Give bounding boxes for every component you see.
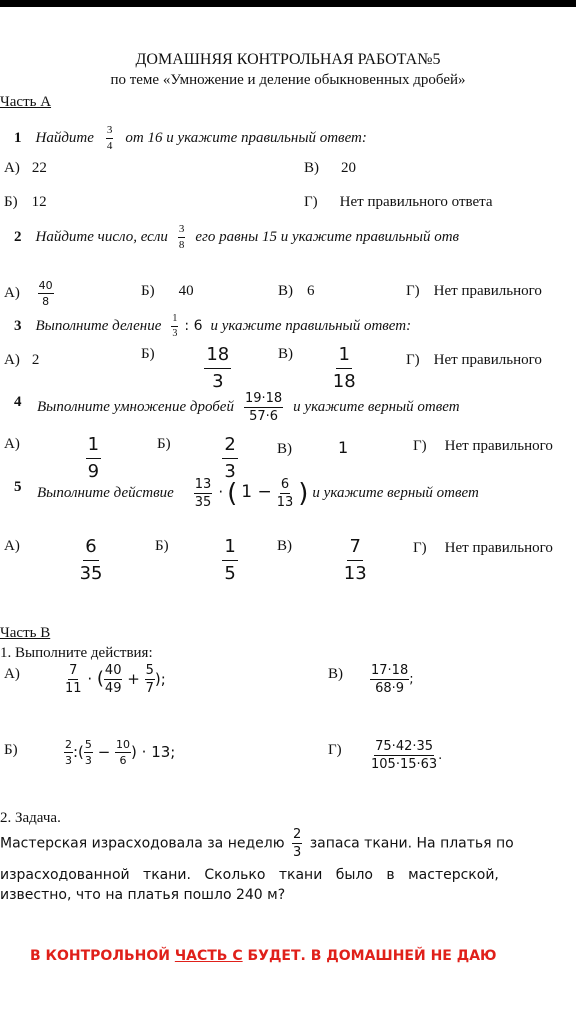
part-a-heading: Часть А xyxy=(0,94,52,110)
fraction: $\frac{18}{3}$ xyxy=(206,344,230,392)
question-text: и укажите верный ответ xyxy=(312,485,479,502)
question-text: Найдите число, если xyxy=(35,229,168,246)
question-text: и укажите правильный ответ: xyxy=(210,318,412,335)
question-5: Выполните действие $\frac{13}{35}$ · ( 1 − $\frac{6}{13}$ ) и укажите верный ответ xyxy=(37,477,479,510)
answer-b: Б) 12 xyxy=(4,194,47,210)
answer-g: Г) Нет правильного xyxy=(413,540,553,556)
fraction: $\frac{13}{35}$ xyxy=(194,477,212,510)
fraction: $\frac{7}{13}$ xyxy=(343,536,367,584)
question-text: его равны 15 и укажите правильный отв xyxy=(195,229,460,246)
question-text: Выполните умножение дробей xyxy=(37,399,234,416)
fraction: $\frac{2}{3}$ xyxy=(224,434,236,482)
question-3 xyxy=(14,314,411,339)
page-subtitle: по теме «Умножение и деление обыкновенных дробей» xyxy=(110,72,466,88)
answer-b: Б) $\frac{18}{3}$ xyxy=(141,344,230,392)
question-4 xyxy=(37,392,460,423)
question-number: 1 xyxy=(14,130,22,147)
fraction: $\frac{1}{5}$ xyxy=(224,536,236,584)
answer-v: В) 6 xyxy=(278,283,315,299)
answer-a: А) $\frac{6}{35}$ xyxy=(4,536,103,584)
answer-b: Б) 40 xyxy=(141,283,194,299)
answer-a: А) 2 xyxy=(4,352,40,368)
answer-g: Г) Нет правильного xyxy=(413,438,553,454)
fraction: $\frac{6}{35}$ xyxy=(79,536,103,584)
task-1-label: 1. Выполните действия: xyxy=(0,645,153,661)
task-2-label: 2. Задача. xyxy=(0,810,61,826)
operator: : 6 xyxy=(184,318,203,335)
question-text: Выполните деление xyxy=(35,318,162,335)
fraction: $\frac{1}{18}$ xyxy=(332,344,356,392)
top-black-bar xyxy=(0,0,576,7)
expr-b-label: Б) xyxy=(4,742,18,758)
question-1 xyxy=(14,125,367,152)
fraction: $\frac{3}{8}$ xyxy=(178,223,185,251)
answer-g: Г) Нет правильного xyxy=(406,283,542,299)
expr-v-label: В) xyxy=(328,666,343,682)
expression-g: $\frac{75\cdot 42\cdot 35}{105\cdot 15\cdot 63}$ . xyxy=(371,739,443,772)
expr-a-label: А) xyxy=(4,666,20,682)
fraction: $\frac{1}{3}$ xyxy=(172,313,178,339)
answer-g: Г) Нет правильного ответа xyxy=(304,194,493,210)
fraction: $\frac{3}{4}$ xyxy=(106,124,113,152)
answer-b: Б) $\frac{2}{3}$ xyxy=(157,434,236,482)
problem-line-1: Мастерская израсходовала за неделю $\frac{2}{3}$ запаса ткани. На платья по xyxy=(0,827,514,860)
question-number: 3 xyxy=(14,318,22,335)
question-text: и укажите верный ответ xyxy=(293,399,460,416)
expr-g-label: Г) xyxy=(328,742,342,758)
question-number: 4 xyxy=(14,394,22,410)
fraction: $\frac{19\cdot 18}{57\cdot 6}$ xyxy=(244,391,283,424)
expression-a: $\frac{7}{11}$ · ( $\frac{40}{49}$ + $\frac{5}{7}$ ); xyxy=(65,663,166,696)
problem-line-2: израсходованной ткани. Сколько ткани было в мастерской, xyxy=(0,867,499,883)
page-title: ДОМАШНЯЯ КОНТРОЛЬНАЯ РАБОТА№5 xyxy=(135,51,441,68)
question-2 xyxy=(14,224,459,251)
answer-a: А) $\frac{1}{9}$ xyxy=(4,434,100,482)
answer-v: В) 1 xyxy=(277,438,349,457)
answer-a: А) 22 xyxy=(4,160,47,176)
question-number: 5 xyxy=(14,479,22,495)
expression-v: $\frac{17\cdot 18}{68\cdot 9}$ ; xyxy=(371,663,414,696)
answer-v: В) $\frac{1}{18}$ xyxy=(278,344,356,392)
fraction: $\frac{6}{13}$ xyxy=(276,477,294,510)
problem-line-3: известно, что на платья пошло 240 м? xyxy=(0,887,286,903)
question-number: 2 xyxy=(14,229,22,246)
fraction: $\frac{1}{9}$ xyxy=(87,434,100,482)
expression-b: $\frac{2}{3}$ :( $\frac{5}{3}$ − $\frac{10}{6}$ ) · 13; xyxy=(65,738,176,767)
answer-a: А) $\frac{40}{8}$ xyxy=(4,279,53,308)
red-notice: В КОНТРОЛЬНОЙ ЧАСТЬ С БУДЕТ. В ДОМАШНЕЙ НЕ ДАЮ xyxy=(30,948,497,964)
answer-g: Г) Нет правильного xyxy=(406,352,542,368)
part-b-heading: Часть В xyxy=(0,625,51,641)
question-text: Выполните действие xyxy=(37,485,174,502)
answer-v: В) $\frac{7}{13}$ xyxy=(277,536,367,584)
answer-b: Б) $\frac{1}{5}$ xyxy=(155,536,236,584)
question-text: Найдите xyxy=(35,130,94,147)
fraction: $\frac{40}{8}$ xyxy=(38,279,53,308)
answer-v: В) 20 xyxy=(304,160,356,176)
question-text: от 16 и укажите правильный ответ: xyxy=(125,130,367,147)
